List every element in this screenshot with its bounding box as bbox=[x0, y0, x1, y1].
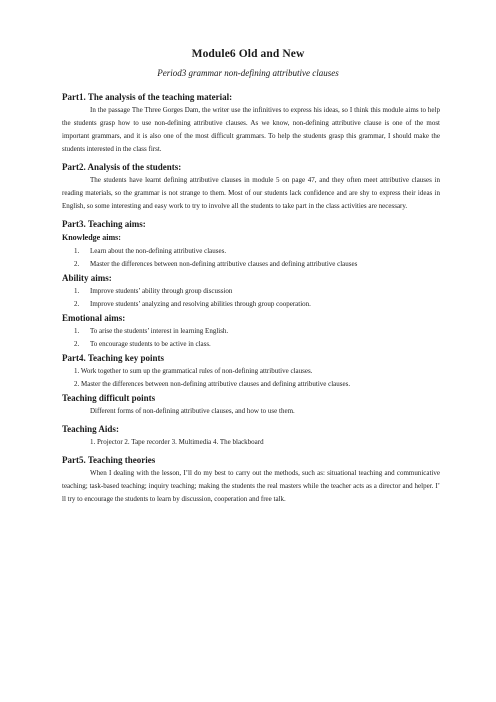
teaching-aids-heading: Teaching Aids: bbox=[62, 424, 119, 434]
key-point-item: 2. Master the differences between non-defining attributive clauses and defining attributive clauses. bbox=[74, 380, 351, 388]
teaching-aids-text: 1. Projector 2. Tape recorder 3. Multimedia 4. The blackboard bbox=[90, 438, 264, 446]
knowledge-aim-item: 2. Master the differences between non-defining attributive clauses and defining attributive clauses bbox=[74, 260, 358, 268]
emotional-aim-item: 1. To arise the students’ interest in learning English. bbox=[74, 327, 229, 335]
part5-text: When I dealing with the lesson, I’ll do my best to carry out the methods, such as: situational teaching and communicative teaching; task-based teaching; inquiry teaching; making the students the real masters while the teacher acts as a director and helper. I’ ll try to encourage the students to learn by discussion, cooperation and free talk. bbox=[62, 469, 440, 503]
part2-text: The students have learnt defining attributive clauses in module 5 on page 47, and they often meet attributive clauses in reading materials, so the grammar is not strange to them. Most of our students lack confidence and are shy to express their ideas in English, so some interesting and easy work to try to involve all the students to take part in the class activities are necessary. bbox=[62, 176, 440, 210]
emotional-aim-item: 2. To encourage students to be active in class. bbox=[74, 340, 211, 348]
ability-aim-item: 2. Improve students’ analyzing and resolving abilities through group cooperation. bbox=[74, 300, 311, 308]
part1-heading: Part1. The analysis of the teaching material: bbox=[62, 92, 233, 102]
part3-heading: Part3. Teaching aims: bbox=[62, 219, 146, 229]
document-title: Module6 Old and New bbox=[191, 48, 305, 60]
knowledge-aims-heading: Knowledge aims: bbox=[62, 233, 121, 242]
part2-heading: Part2. Analysis of the students: bbox=[62, 162, 182, 172]
part4-heading: Part4. Teaching key points bbox=[62, 353, 165, 363]
ability-aim-item: 1. Improve students’ ability through group discussion bbox=[74, 287, 233, 295]
knowledge-aim-item: 1. Learn about the non-defining attributive clauses. bbox=[74, 247, 227, 255]
key-point-item: 1. Work together to sum up the grammatical rules of non-defining attributive clauses. bbox=[74, 367, 313, 375]
difficult-points-heading: Teaching difficult points bbox=[62, 393, 156, 403]
document-body bbox=[62, 90, 440, 510]
difficult-points-text: Different forms of non-defining attributive clauses, and how to use them. bbox=[90, 407, 295, 415]
part5-heading: Part5. Teaching theories bbox=[62, 455, 156, 465]
document-subtitle: Period3 grammar non-defining attributive clauses bbox=[157, 68, 339, 78]
emotional-aims-heading: Emotional aims: bbox=[62, 313, 126, 323]
part1-text: In the passage The Three Gorges Dam, the writer use the infinitives to express his ideas, so I think this module aims to help the students grasp how to use non-defining attributive clauses. As we know, non-defining attributive clause is one of the most important grammars, and it is also one of the most difficult grammars. To help the students grasp this grammar, I should make the students interested in the class first. bbox=[62, 106, 440, 153]
ability-aims-heading: Ability aims: bbox=[62, 273, 112, 283]
